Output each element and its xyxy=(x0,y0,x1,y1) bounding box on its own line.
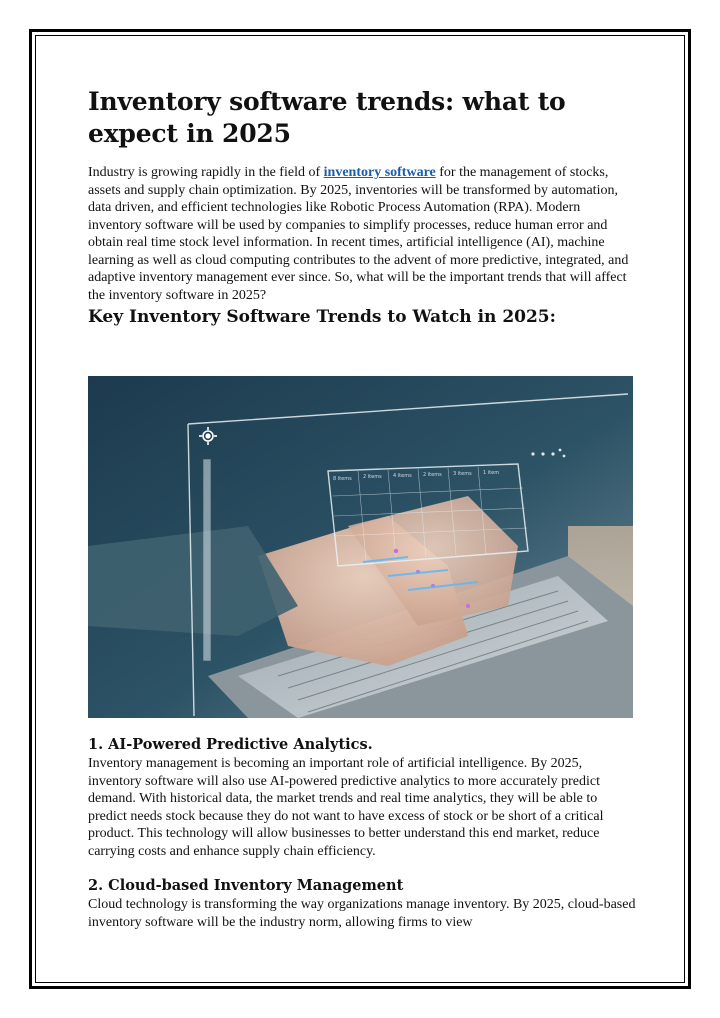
section-1-body: Inventory management is becoming an important role of artificial intelligence. By 2025, inventory software will also use AI-powered predictive analytics to more accurately predict demand. With historical data, the market trends and real time analytics, they will be able to predict needs stock because they do not want to have excess of stock or be short of a critical product. This technology will allow businesses to better understand this end market, reduce carrying costs and enhance supply chain efficiency. xyxy=(88,756,604,859)
intro-text-after: for the management of stocks, assets and supply chain optimization. By 2025, inventories will be transformed by automation, data driven, and efficient technologies like Robotic Process Automation (RPA). Modern inventory software will be used by companies to simplify processes, reduce human error and obtain real time stock level information. In recent times, artificial intelligence (AI), machine learning as well as cloud computing contributes to the advent of more predictive, integrated, and adaptive inventory management ever since. So, what will be the important trends that will affect the inventory software in 2025? xyxy=(88,165,629,303)
section-2-body: Cloud technology is transforming the way organizations manage inventory. By 2025, cloud-based inventory software will be the industry norm, allowing firms to view xyxy=(88,897,636,930)
intro-text-before: Industry is growing rapidly in the field of xyxy=(88,165,324,180)
key-trends-heading: Key Inventory Software Trends to Watch in 2025: xyxy=(88,307,556,327)
dashboard-col-6: 1 item xyxy=(483,470,500,476)
section-ai-analytics xyxy=(88,735,636,860)
intro-paragraph xyxy=(88,164,636,304)
dashboard-col-1: 8 items xyxy=(333,476,352,482)
section-2-heading: 2. Cloud-based Inventory Management xyxy=(88,877,404,894)
inventory-software-link[interactable]: inventory software xyxy=(323,165,436,180)
dashboard-col-2: 2 items xyxy=(363,474,382,480)
dashboard-col-4: 2 items xyxy=(423,472,442,478)
dashboard-col-5: 3 items xyxy=(453,471,472,477)
article-content xyxy=(88,86,636,328)
dashboard-col-3: 4 items xyxy=(393,473,412,479)
section-cloud-management xyxy=(88,876,636,931)
section-1-heading: 1. AI-Powered Predictive Analytics. xyxy=(88,736,373,753)
hero-image xyxy=(88,376,633,718)
laptop-dashboard-illustration xyxy=(88,376,633,718)
article-title: Inventory software trends: what to expect in 2025 xyxy=(88,87,566,148)
